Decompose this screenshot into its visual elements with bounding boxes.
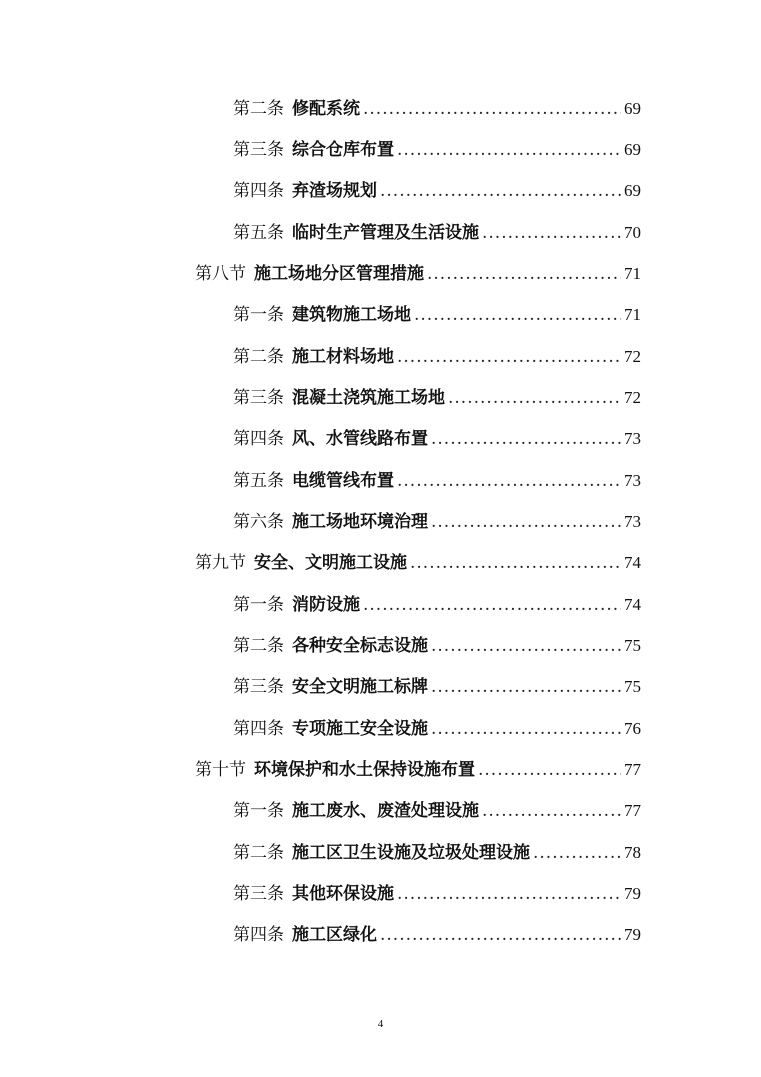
toc-entry-page: 77 xyxy=(624,801,641,820)
toc-entry[interactable] xyxy=(233,505,641,539)
toc-entry-label: 第六条 xyxy=(233,512,284,532)
dot-leader xyxy=(431,712,621,746)
toc-entry[interactable] xyxy=(233,836,641,870)
toc-entry-title: 临时生产管理及生活设施 xyxy=(292,223,479,243)
toc-entry[interactable] xyxy=(233,670,641,704)
toc-entry[interactable] xyxy=(233,422,641,456)
dot-leader xyxy=(431,629,621,663)
dot-leader xyxy=(414,298,621,332)
toc-entry[interactable] xyxy=(233,216,641,250)
toc-entry-title: 电缆管线布置 xyxy=(292,471,394,491)
toc-entry-page: 73 xyxy=(624,429,641,448)
toc-entry-page: 69 xyxy=(624,181,641,200)
toc-entry[interactable] xyxy=(233,298,641,332)
toc-entry-label: 第二条 xyxy=(233,347,284,367)
toc-section[interactable] xyxy=(195,546,641,580)
toc-entry-title: 施工废水、废渣处理设施 xyxy=(292,801,479,821)
dot-leader xyxy=(482,216,621,250)
toc-entry-title: 消防设施 xyxy=(292,595,360,615)
dot-leader xyxy=(482,794,621,828)
toc-section-title: 安全、文明施工设施 xyxy=(254,553,407,573)
toc-entry-title: 安全文明施工标牌 xyxy=(292,677,428,697)
toc-section-page: 71 xyxy=(624,264,641,283)
toc-entry[interactable] xyxy=(233,92,641,126)
dot-leader xyxy=(397,340,621,374)
toc-entry-title: 建筑物施工场地 xyxy=(292,305,411,325)
toc-entry-label: 第一条 xyxy=(233,305,284,325)
toc-entry-title: 施工区卫生设施及垃圾处理设施 xyxy=(292,843,530,863)
dot-leader xyxy=(380,174,621,208)
toc-entry[interactable] xyxy=(233,629,641,663)
toc-entry-page: 74 xyxy=(624,595,641,614)
toc-entry-label: 第一条 xyxy=(233,595,284,615)
toc-entry-title: 施工区绿化 xyxy=(292,925,377,945)
toc-entry-label: 第二条 xyxy=(233,99,284,119)
toc-section-label: 第九节 xyxy=(195,553,246,573)
toc-entry-title: 其他环保设施 xyxy=(292,884,394,904)
toc-section-title: 环境保护和水土保持设施布置 xyxy=(254,760,475,780)
toc-section[interactable] xyxy=(195,257,641,291)
dot-leader xyxy=(380,918,621,952)
toc-entry-title: 修配系统 xyxy=(292,99,360,119)
toc-entry[interactable] xyxy=(233,712,641,746)
toc-entry-title: 施工场地环境治理 xyxy=(292,512,428,532)
dot-leader xyxy=(363,92,621,126)
toc-entry-label: 第三条 xyxy=(233,140,284,160)
toc-entry-page: 73 xyxy=(624,471,641,490)
toc-section-label: 第八节 xyxy=(195,264,246,284)
dot-leader xyxy=(397,133,621,167)
toc-entry-label: 第三条 xyxy=(233,884,284,904)
dot-leader xyxy=(533,836,621,870)
toc-entry-title: 综合仓库布置 xyxy=(292,140,394,160)
page-number: 4 xyxy=(377,1018,384,1030)
dot-leader xyxy=(397,464,621,498)
toc-entry-label: 第五条 xyxy=(233,471,284,491)
dot-leader xyxy=(448,381,621,415)
toc-section-title: 施工场地分区管理措施 xyxy=(254,264,424,284)
toc-entry-label: 第四条 xyxy=(233,719,284,739)
dot-leader xyxy=(431,505,621,539)
toc-entry-label: 第五条 xyxy=(233,223,284,243)
toc-entry-page: 73 xyxy=(624,512,641,531)
toc-section-label: 第十节 xyxy=(195,760,246,780)
toc-entry-label: 第一条 xyxy=(233,801,284,821)
toc-entry-label: 第四条 xyxy=(233,429,284,449)
toc-entry-label: 第三条 xyxy=(233,388,284,408)
toc-entry-title: 风、水管线路布置 xyxy=(292,429,428,449)
toc-entry[interactable] xyxy=(233,877,641,911)
dot-leader xyxy=(397,877,621,911)
toc-entry-title: 各种安全标志设施 xyxy=(292,636,428,656)
dot-leader xyxy=(431,670,621,704)
toc-entry-page: 75 xyxy=(624,677,641,696)
toc-section-page: 74 xyxy=(624,553,641,572)
toc-entry-label: 第四条 xyxy=(233,181,284,201)
toc-entry-label: 第二条 xyxy=(233,636,284,656)
toc-entry[interactable] xyxy=(233,588,641,622)
dot-leader xyxy=(410,546,621,580)
toc-entry-page: 76 xyxy=(624,719,641,738)
toc-entry[interactable] xyxy=(233,381,641,415)
dot-leader xyxy=(427,257,621,291)
dot-leader xyxy=(478,753,621,787)
toc-entry-page: 79 xyxy=(624,884,641,903)
toc-entry[interactable] xyxy=(233,464,641,498)
toc-entry-label: 第三条 xyxy=(233,677,284,697)
toc-entry[interactable] xyxy=(233,794,641,828)
toc-entry[interactable] xyxy=(233,340,641,374)
toc-entry-page: 75 xyxy=(624,636,641,655)
toc-entry-label: 第四条 xyxy=(233,925,284,945)
toc-section-page: 77 xyxy=(624,760,641,779)
toc-section[interactable] xyxy=(195,753,641,787)
toc-entry-page: 70 xyxy=(624,223,641,242)
toc-entry[interactable] xyxy=(233,133,641,167)
toc-entry-page: 79 xyxy=(624,925,641,944)
toc-entry-page: 72 xyxy=(624,347,641,366)
toc-entry-page: 71 xyxy=(624,305,641,324)
toc-entry-page: 78 xyxy=(624,843,641,862)
toc-entry[interactable] xyxy=(233,174,641,208)
toc-entry-title: 专项施工安全设施 xyxy=(292,719,428,739)
toc-entry-label: 第二条 xyxy=(233,843,284,863)
dot-leader xyxy=(431,422,621,456)
toc-entry-page: 72 xyxy=(624,388,641,407)
toc-entry-title: 施工材料场地 xyxy=(292,347,394,367)
toc-entry-page: 69 xyxy=(624,99,641,118)
toc-entry-title: 弃渣场规划 xyxy=(292,181,377,201)
dot-leader xyxy=(363,588,621,622)
toc-entry[interactable] xyxy=(233,918,641,952)
toc-entry-title: 混凝土浇筑施工场地 xyxy=(292,388,445,408)
toc-entry-page: 69 xyxy=(624,140,641,159)
